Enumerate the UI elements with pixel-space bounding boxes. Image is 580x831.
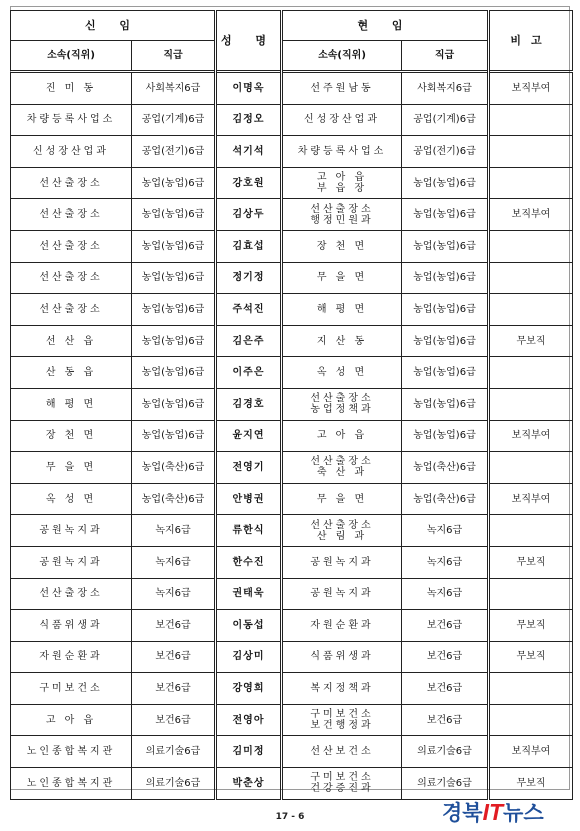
current-affiliation-cell: 선산출장소 행정민원과 — [282, 199, 402, 231]
current-grade-cell: 농업(농업)6급 — [402, 294, 489, 326]
current-affiliation-cell: 무 을 면 — [282, 262, 402, 294]
table-row — [11, 452, 573, 484]
name-cell: 김상두 — [216, 199, 282, 231]
current-affiliation-cell: 복지정책과 — [282, 673, 402, 705]
current-affiliation-cell: 고 아 읍 — [282, 420, 402, 452]
name-cell: 이동섭 — [216, 610, 282, 642]
table-row — [11, 736, 573, 768]
name-cell: 김효섭 — [216, 230, 282, 262]
remarks-cell: 무보직 — [489, 546, 573, 578]
new-affiliation-cell: 자원순환과 — [11, 641, 132, 673]
current-grade-cell: 농업(농업)6급 — [402, 262, 489, 294]
current-grade-cell: 농업(농업)6급 — [402, 230, 489, 262]
name-cell: 강영희 — [216, 673, 282, 705]
personnel-table — [10, 10, 573, 800]
name-cell: 전영아 — [216, 704, 282, 736]
new-affiliation-cell: 장 천 면 — [11, 420, 132, 452]
remarks-cell — [489, 294, 573, 326]
new-grade-cell: 공업(전기)6급 — [132, 136, 216, 168]
new-grade-cell: 농업(농업)6급 — [132, 325, 216, 357]
current-grade-cell: 농업(농업)6급 — [402, 167, 489, 199]
current-affiliation-cell: 선산보건소 — [282, 736, 402, 768]
table-row — [11, 704, 573, 736]
current-grade-cell: 사회복지6급 — [402, 72, 489, 105]
new-grade-cell: 녹지6급 — [132, 578, 216, 610]
current-grade-cell: 농업(농업)6급 — [402, 357, 489, 389]
new-grade-cell: 보건6급 — [132, 641, 216, 673]
name-cell: 이주은 — [216, 357, 282, 389]
name-cell: 강호원 — [216, 167, 282, 199]
remarks-cell — [489, 673, 573, 705]
table-row — [11, 578, 573, 610]
new-affiliation-cell: 식품위생과 — [11, 610, 132, 642]
current-affiliation-cell: 공원녹지과 — [282, 578, 402, 610]
remarks-cell — [489, 104, 573, 136]
table-row — [11, 167, 573, 199]
current-grade-cell: 농업(축산)6급 — [402, 452, 489, 484]
logo-text-pre: 경북 — [442, 802, 483, 825]
current-affiliation-cell: 선산출장소 축 산 과 — [282, 452, 402, 484]
new-grade-cell: 공업(기계)6급 — [132, 104, 216, 136]
new-affiliation-cell: 공원녹지과 — [11, 515, 132, 547]
current-affiliation-cell: 자원순환과 — [282, 610, 402, 642]
remarks-cell: 무보직 — [489, 325, 573, 357]
current-grade-cell: 농업(농업)6급 — [402, 199, 489, 231]
new-affiliation-cell: 선산출장소 — [11, 294, 132, 326]
name-cell: 정기정 — [216, 262, 282, 294]
name-cell: 류한식 — [216, 515, 282, 547]
new-grade-cell: 농업(농업)6급 — [132, 262, 216, 294]
remarks-cell — [489, 136, 573, 168]
name-cell: 권태욱 — [216, 578, 282, 610]
new-affiliation-cell: 산 동 읍 — [11, 357, 132, 389]
gyeongbuk-it-news-logo — [442, 797, 570, 823]
table-row — [11, 768, 573, 800]
table-body — [11, 72, 573, 800]
remarks-cell — [489, 388, 573, 420]
name-cell: 김정오 — [216, 104, 282, 136]
table-row — [11, 610, 573, 642]
new-affiliation-cell: 선 산 읍 — [11, 325, 132, 357]
remarks-cell: 보직부여 — [489, 199, 573, 231]
header-row-sub — [11, 41, 573, 72]
name-cell: 윤지연 — [216, 420, 282, 452]
table-row — [11, 641, 573, 673]
current-grade-cell: 보건6급 — [402, 610, 489, 642]
new-grade-cell: 농업(농업)6급 — [132, 357, 216, 389]
current-grade-cell: 보건6급 — [402, 673, 489, 705]
table-row — [11, 546, 573, 578]
new-grade-cell: 농업(축산)6급 — [132, 452, 216, 484]
table-row — [11, 483, 573, 515]
current-grade-cell: 농업(농업)6급 — [402, 420, 489, 452]
name-cell: 김경호 — [216, 388, 282, 420]
new-affiliation-cell: 선산출장소 — [11, 230, 132, 262]
new-affiliation-cell: 선산출장소 — [11, 578, 132, 610]
new-post-header: 신 임 — [11, 11, 216, 41]
new-affiliation-cell: 노인종합복지관 — [11, 768, 132, 800]
table-row — [11, 262, 573, 294]
table-row — [11, 104, 573, 136]
name-header: 성 명 — [216, 11, 282, 72]
current-affiliation-cell: 공원녹지과 — [282, 546, 402, 578]
remarks-cell — [489, 515, 573, 547]
remarks-cell: 보직부여 — [489, 483, 573, 515]
remarks-cell: 무보직 — [489, 610, 573, 642]
current-grade-cell: 농업(농업)6급 — [402, 388, 489, 420]
new-affiliation-cell: 차량등록사업소 — [11, 104, 132, 136]
remarks-cell: 보직부여 — [489, 736, 573, 768]
current-affiliation-cell: 해 평 면 — [282, 294, 402, 326]
table-row — [11, 72, 573, 105]
current-grade-cell: 의료기술6급 — [402, 768, 489, 800]
new-affiliation-cell: 신성장산업과 — [11, 136, 132, 168]
name-cell: 박춘상 — [216, 768, 282, 800]
current-affiliation-cell: 식품위생과 — [282, 641, 402, 673]
current-grade-cell: 보건6급 — [402, 641, 489, 673]
table-row — [11, 230, 573, 262]
new-affiliation-cell: 노인종합복지관 — [11, 736, 132, 768]
new-grade-header: 직급 — [132, 41, 216, 72]
new-grade-cell: 의료기술6급 — [132, 736, 216, 768]
current-affiliation-cell: 옥 성 면 — [282, 357, 402, 389]
page-number: 17 - 6 — [275, 812, 305, 822]
name-cell: 주석진 — [216, 294, 282, 326]
name-cell: 석기석 — [216, 136, 282, 168]
current-grade-cell: 녹지6급 — [402, 546, 489, 578]
new-affiliation-cell: 구미보건소 — [11, 673, 132, 705]
remarks-cell: 보직부여 — [489, 420, 573, 452]
remarks-cell — [489, 704, 573, 736]
remarks-cell — [489, 230, 573, 262]
logo-text-it: IT — [482, 799, 504, 825]
table-row — [11, 673, 573, 705]
current-affiliation-cell: 구미보건소 보건행정과 — [282, 704, 402, 736]
remarks-cell: 무보직 — [489, 768, 573, 800]
current-affiliation-cell: 신성장산업과 — [282, 104, 402, 136]
current-affiliation-cell: 무 을 면 — [282, 483, 402, 515]
current-grade-cell: 공업(전기)6급 — [402, 136, 489, 168]
new-grade-cell: 농업(농업)6급 — [132, 388, 216, 420]
remarks-cell — [489, 452, 573, 484]
remarks-cell — [489, 167, 573, 199]
new-grade-cell: 보건6급 — [132, 704, 216, 736]
current-grade-cell: 공업(기계)6급 — [402, 104, 489, 136]
new-grade-cell: 사회복지6급 — [132, 72, 216, 105]
new-affiliation-cell: 선산출장소 — [11, 167, 132, 199]
new-grade-cell: 농업(농업)6급 — [132, 167, 216, 199]
current-affiliation-cell: 장 천 면 — [282, 230, 402, 262]
header-row-top — [11, 11, 573, 41]
new-affiliation-cell: 선산출장소 — [11, 199, 132, 231]
current-post-header: 현 임 — [282, 11, 489, 41]
current-grade-cell: 녹지6급 — [402, 578, 489, 610]
current-grade-cell: 농업(농업)6급 — [402, 325, 489, 357]
table-row — [11, 515, 573, 547]
new-grade-cell: 농업(농업)6급 — [132, 420, 216, 452]
remarks-cell — [489, 578, 573, 610]
current-affiliation-header: 소속(직위) — [282, 41, 402, 72]
name-cell: 김상미 — [216, 641, 282, 673]
current-grade-cell: 의료기술6급 — [402, 736, 489, 768]
table-row — [11, 136, 573, 168]
new-grade-cell: 보건6급 — [132, 610, 216, 642]
new-affiliation-cell: 선산출장소 — [11, 262, 132, 294]
name-cell: 김은주 — [216, 325, 282, 357]
remarks-cell: 무보직 — [489, 641, 573, 673]
new-affiliation-cell: 해 평 면 — [11, 388, 132, 420]
new-affiliation-header: 소속(직위) — [11, 41, 132, 72]
current-affiliation-cell: 지 산 동 — [282, 325, 402, 357]
new-grade-cell: 녹지6급 — [132, 546, 216, 578]
current-affiliation-cell: 선산출장소 산 림 과 — [282, 515, 402, 547]
new-grade-cell: 농업(농업)6급 — [132, 230, 216, 262]
new-grade-cell: 농업(축산)6급 — [132, 483, 216, 515]
table-row — [11, 294, 573, 326]
new-affiliation-cell: 무 을 면 — [11, 452, 132, 484]
current-grade-header: 직급 — [402, 41, 489, 72]
new-grade-cell: 의료기술6급 — [132, 768, 216, 800]
new-affiliation-cell: 옥 성 면 — [11, 483, 132, 515]
current-affiliation-cell: 차량등록사업소 — [282, 136, 402, 168]
current-grade-cell: 농업(축산)6급 — [402, 483, 489, 515]
current-affiliation-cell: 선주원남동 — [282, 72, 402, 105]
table-row — [11, 420, 573, 452]
name-cell: 전영기 — [216, 452, 282, 484]
remarks-cell — [489, 357, 573, 389]
table-row — [11, 325, 573, 357]
current-affiliation-cell: 구미보건소 건강증진과 — [282, 768, 402, 800]
new-grade-cell: 농업(농업)6급 — [132, 294, 216, 326]
remarks-cell — [489, 262, 573, 294]
new-affiliation-cell: 진 미 동 — [11, 72, 132, 105]
remarks-header: 비고 — [489, 11, 573, 72]
new-grade-cell: 녹지6급 — [132, 515, 216, 547]
current-grade-cell: 보건6급 — [402, 704, 489, 736]
new-grade-cell: 농업(농업)6급 — [132, 199, 216, 231]
name-cell: 한수진 — [216, 546, 282, 578]
name-cell: 이명옥 — [216, 72, 282, 105]
name-cell: 김미정 — [216, 736, 282, 768]
current-affiliation-cell: 선산출장소 농업정책과 — [282, 388, 402, 420]
logo-text-post: 뉴스 — [503, 802, 544, 825]
table-row — [11, 388, 573, 420]
current-affiliation-cell: 고 아 읍 부 읍 장 — [282, 167, 402, 199]
table-row — [11, 199, 573, 231]
new-affiliation-cell: 공원녹지과 — [11, 546, 132, 578]
new-grade-cell: 보건6급 — [132, 673, 216, 705]
name-cell: 안병권 — [216, 483, 282, 515]
remarks-cell: 보직부여 — [489, 72, 573, 105]
new-affiliation-cell: 고 아 읍 — [11, 704, 132, 736]
current-grade-cell: 녹지6급 — [402, 515, 489, 547]
table-row — [11, 357, 573, 389]
